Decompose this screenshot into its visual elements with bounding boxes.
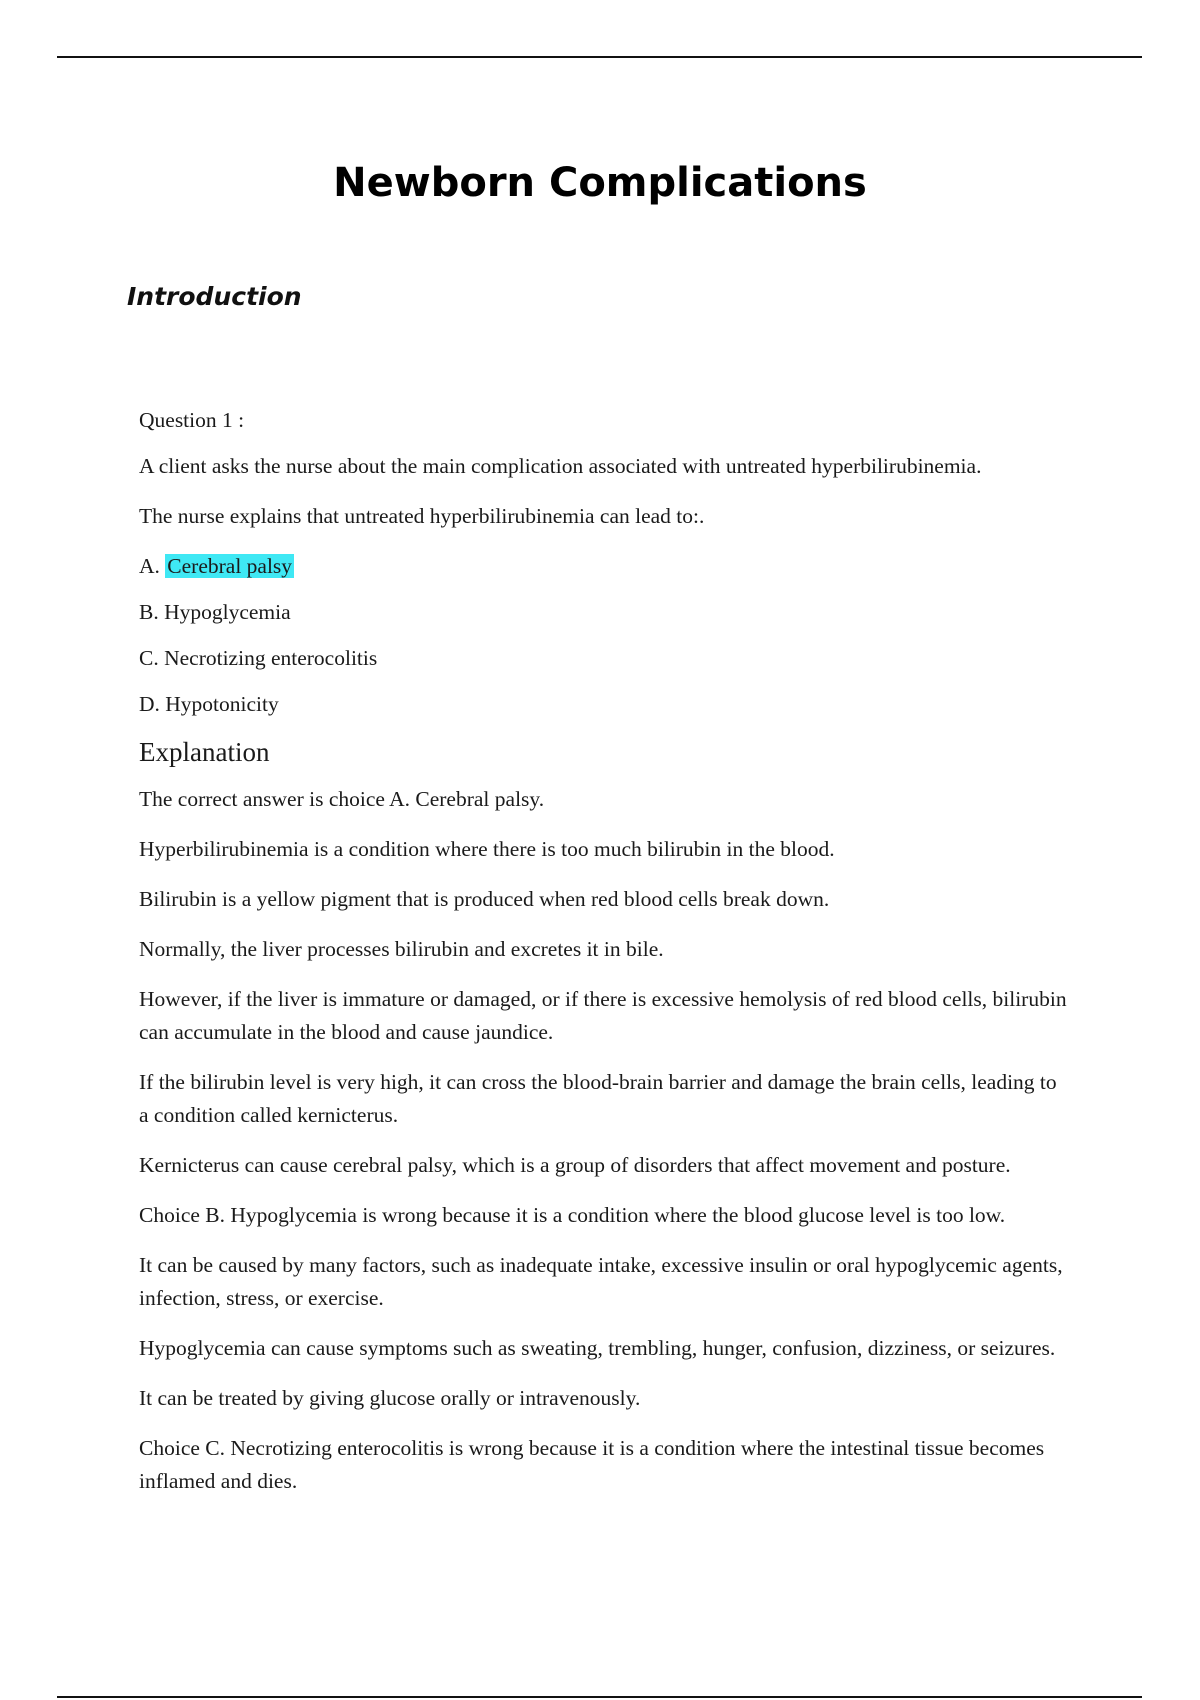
highlighted-answer: Cerebral palsy bbox=[167, 554, 293, 578]
explanation-paragraph: Choice B. Hypoglycemia is wrong because it is a condition where the blood glucose level is too low. bbox=[139, 1203, 1006, 1227]
option-text: Hypotonicity bbox=[165, 692, 279, 716]
option-letter: C. bbox=[139, 646, 159, 670]
question-prompt: The nurse explains that untreated hyperbilirubinemia can lead to:. bbox=[139, 504, 705, 528]
question-stem: A client asks the nurse about the main complication associated with untreated hyperbilirubinemia. bbox=[139, 454, 982, 478]
option-text: Hypoglycemia bbox=[164, 600, 291, 624]
explanation-heading: Explanation bbox=[139, 737, 270, 767]
explanation-paragraph: Hypoglycemia can cause symptoms such as sweating, trembling, hunger, confusion, dizziness, or seizures. bbox=[139, 1336, 1056, 1360]
question-label: Question 1 : bbox=[139, 408, 245, 432]
option-c bbox=[139, 642, 1069, 675]
explanation-paragraph: It can be treated by giving glucose orally or intravenously. bbox=[139, 1386, 641, 1410]
section-heading: Introduction bbox=[127, 282, 302, 311]
explanation-paragraph: However, if the liver is immature or damaged, or if there is excessive hemolysis of red blood cells, bilirubin can accumulate in the blood and cause jaundice. bbox=[139, 987, 1067, 1044]
explanation-paragraph: If the bilirubin level is very high, it can cross the blood-brain barrier and damage the brain cells, leading to a condition called kernicterus. bbox=[139, 1070, 1057, 1127]
option-letter: A. bbox=[139, 554, 160, 578]
question-content bbox=[139, 404, 1069, 1515]
document-title: Newborn Complications bbox=[333, 160, 867, 206]
option-a bbox=[139, 550, 1069, 583]
option-letter: D. bbox=[139, 692, 160, 716]
option-b bbox=[139, 596, 1069, 629]
explanation-paragraph: Bilirubin is a yellow pigment that is produced when red blood cells break down. bbox=[139, 887, 830, 911]
option-d bbox=[139, 688, 1069, 721]
option-text: Necrotizing enterocolitis bbox=[164, 646, 378, 670]
explanation-paragraph: Choice C. Necrotizing enterocolitis is wrong because it is a condition where the intestinal tissue becomes inflamed and dies. bbox=[139, 1436, 1045, 1493]
explanation-paragraph: Hyperbilirubinemia is a condition where there is too much bilirubin in the blood. bbox=[139, 837, 835, 861]
explanation-paragraph: Normally, the liver processes bilirubin and excretes it in bile. bbox=[139, 937, 664, 961]
option-letter: B. bbox=[139, 600, 159, 624]
top-rule bbox=[57, 56, 1142, 58]
bottom-rule bbox=[57, 1696, 1142, 1698]
explanation-paragraph: It can be caused by many factors, such as inadequate intake, excessive insulin or oral hypoglycemic agents, infection, stress, or exercise. bbox=[139, 1253, 1063, 1310]
explanation-paragraph: Kernicterus can cause cerebral palsy, which is a group of disorders that affect movement and posture. bbox=[139, 1153, 1011, 1177]
explanation-paragraph: The correct answer is choice A. Cerebral palsy. bbox=[139, 787, 545, 811]
